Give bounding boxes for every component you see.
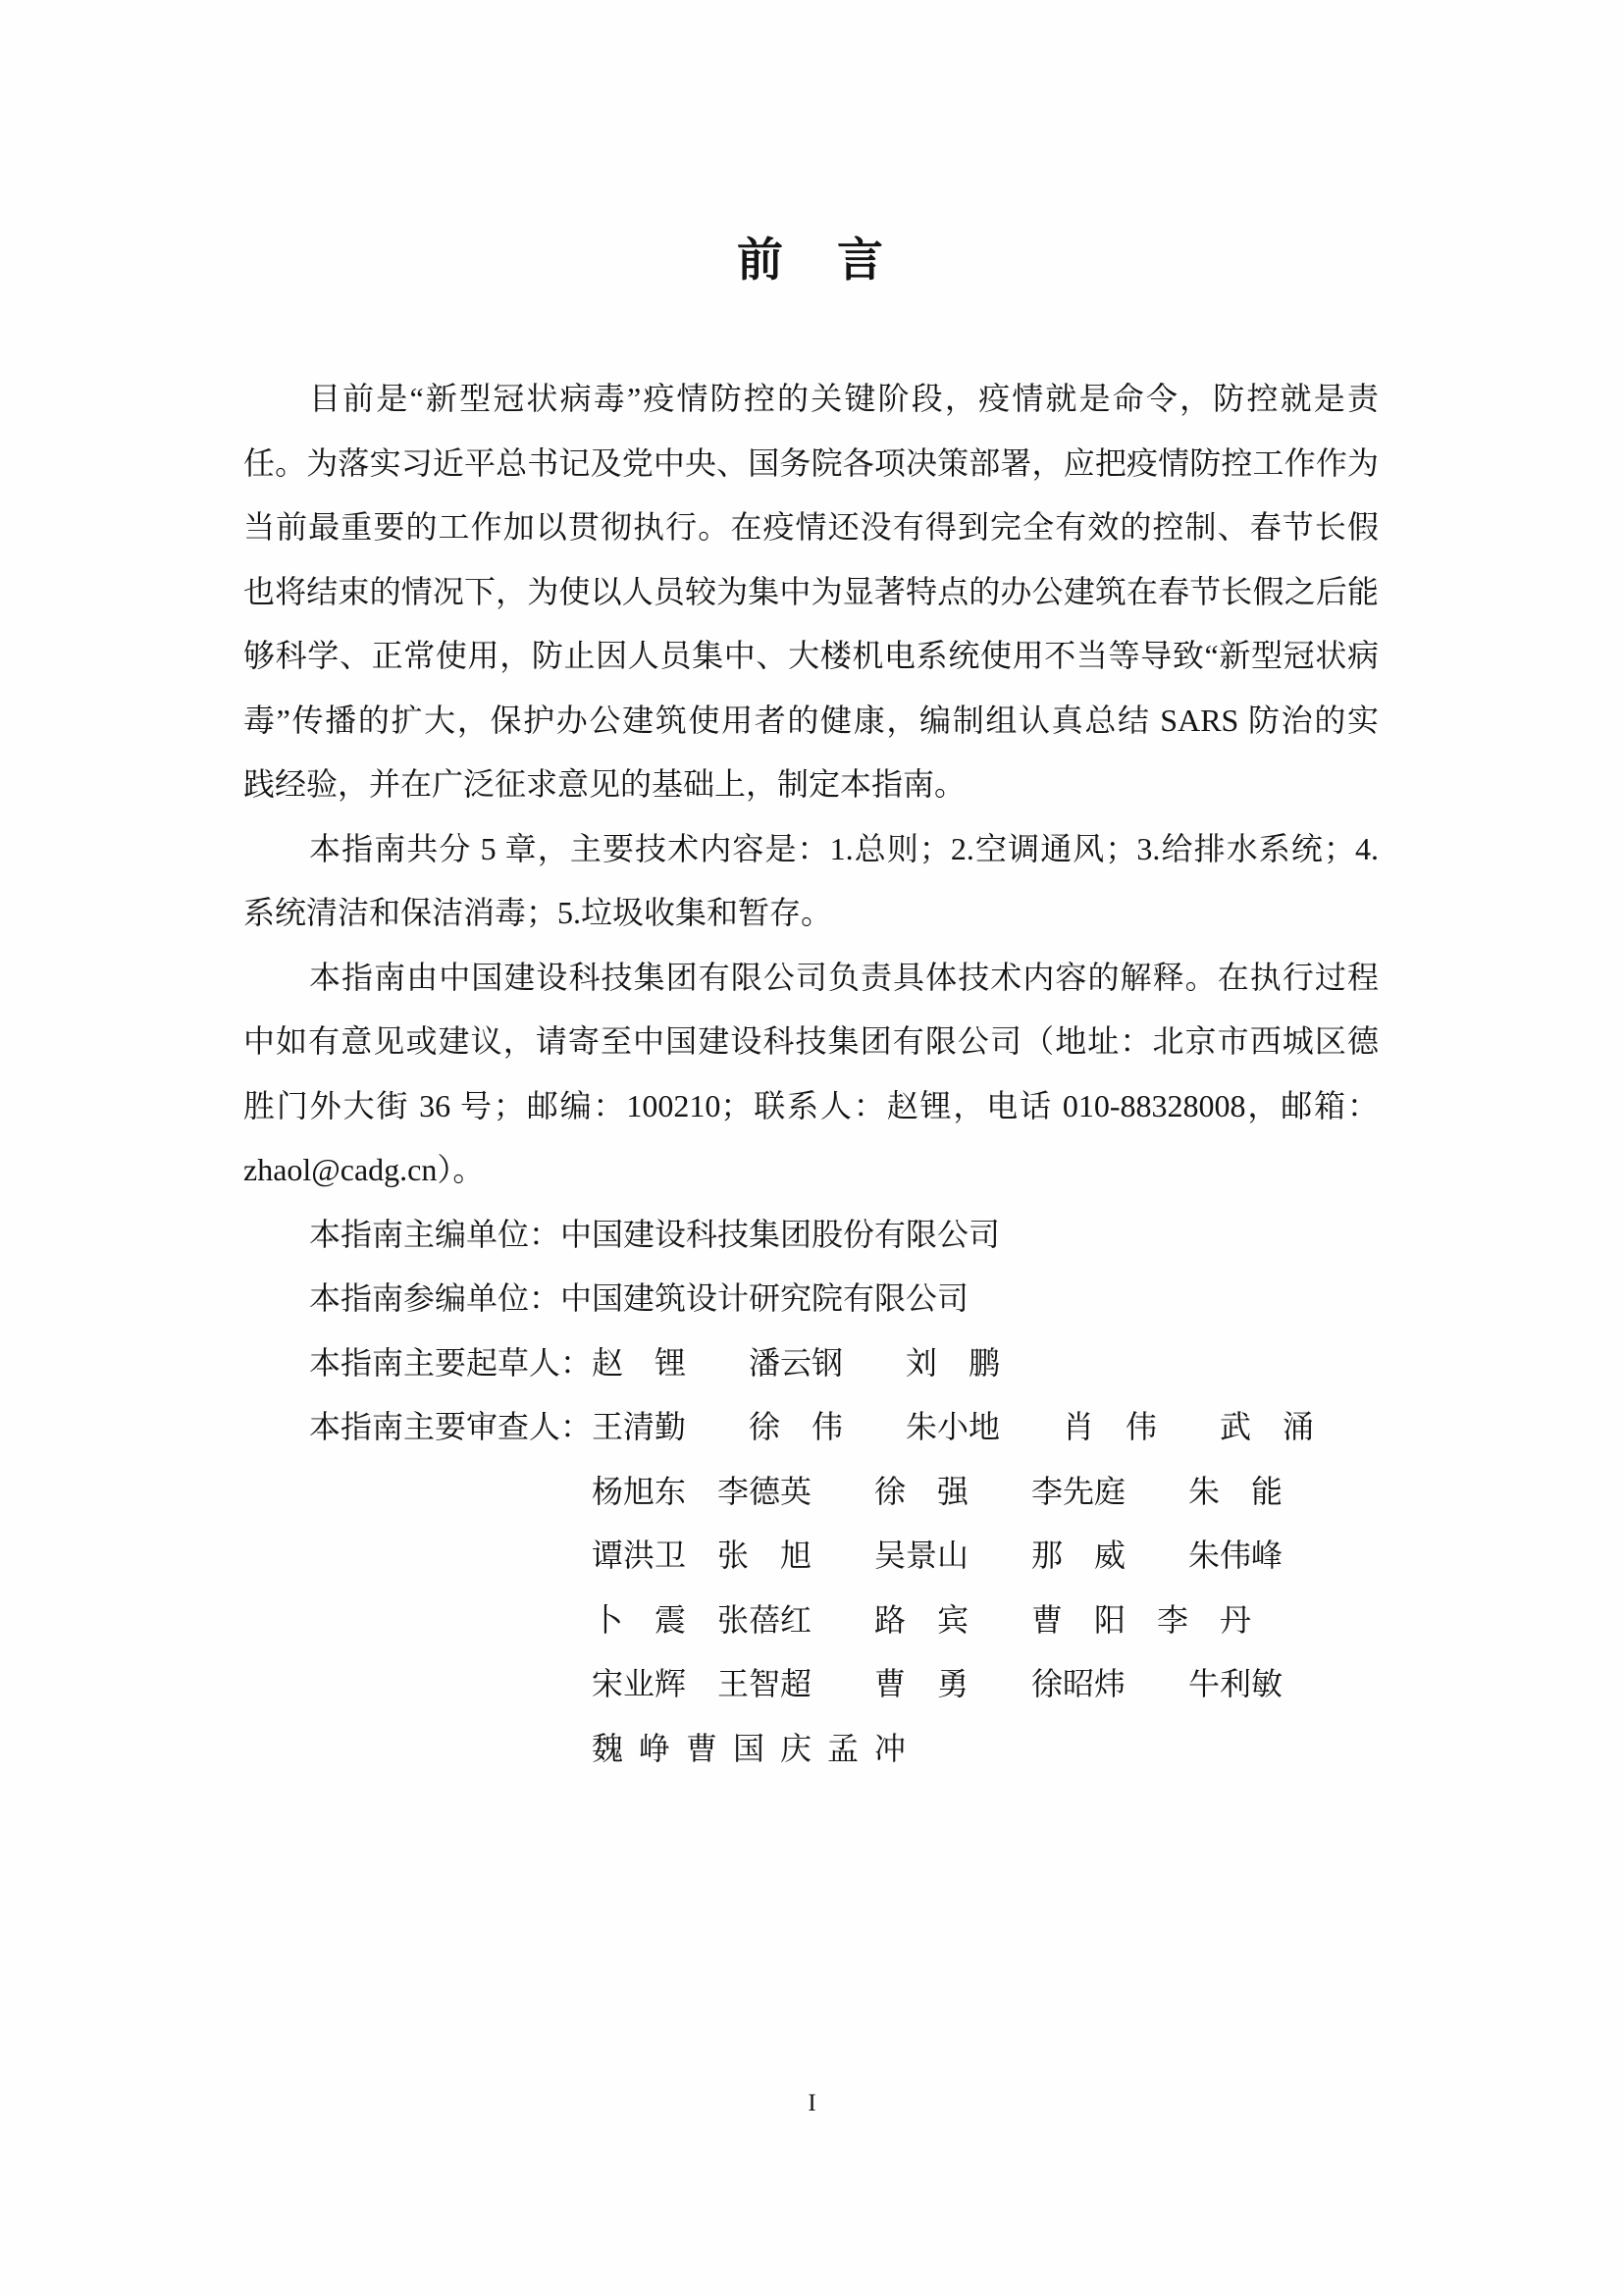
contact-email-line: zhaol@cadg.cn）。 [243,1152,485,1187]
chapters-line: 系统清洁和保洁消毒；5.垃圾收集和暂存。 [243,895,833,930]
intro-line: 目前是“新型冠状病毒”疫情防控的关键阶段，疫情就是命令，防控就是责 [309,381,1379,416]
reviewers-first-line [243,1395,1379,1460]
participating-unit-line: 本指南参编单位：中国建筑设计研究院有限公司 [309,1280,969,1316]
page-title: 前 言 [737,235,887,287]
chapters-line: 本指南共分 5 章，主要技术内容是：1.总则；2.空调通风；3.给排水系统；4. [309,830,1379,866]
intro-line: 任。为落实习近平总书记及党中央、国务院各项决策部署，应把疫情防控工作作为 [243,444,1379,481]
chief-editor-unit-line: 本指南主编单位：中国建设科技集团股份有限公司 [309,1216,1001,1252]
document-body [243,367,1379,1781]
reviewers-row: 卜 震 张蓓红 路 宾 曹 阳 李 丹 [592,1601,1252,1638]
reviewers-row: 杨旭东 李德英 徐 强 李先庭 朱 能 [592,1473,1283,1509]
intro-line: 践经验，并在广泛征求意见的基础上，制定本指南。 [243,766,967,802]
reviewers-row: 谭洪卫 张 旭 吴景山 那 威 朱伟峰 [592,1538,1283,1573]
page-number: I [808,2090,816,2116]
intro-line: 当前最重要的工作加以贯彻执行。在疫情还没有得到完全有效的控制、春节长假 [243,509,1379,545]
reviewers-row: 王清勤 徐 伟 朱小地 肖 伟 武 涌 [592,1409,1315,1444]
drafters-line: 本指南主要起草人：赵 锂 潘云钢 刘 鹏 [309,1344,1001,1381]
contact-line: 胜门外大街 36 号；邮编：100210；联系人：赵锂，电话 010-88328008，邮箱： [243,1087,1379,1123]
reviewers-label: 本指南主要审查人： [309,1409,593,1444]
intro-line: 毒”传播的扩大，保护办公建筑使用者的健康，编制组认真总结 SARS 防治的实 [243,702,1379,738]
contact-line: 本指南由中国建设科技集团有限公司负责具体技术内容的解释。在执行过程 [309,959,1379,995]
intro-line: 也将结束的情况下，为使以人员较为集中为显著特点的办公建筑在春节长假之后能 [243,573,1379,609]
contact-line: 中如有意见或建议，请寄至中国建设科技集团有限公司（地址：北京市西城区德 [243,1023,1379,1059]
reviewers-row: 魏 峥 曹 国 庆 孟 冲 [592,1730,907,1766]
intro-line: 够科学、正常使用，防止因人员集中、大楼机电系统使用不当等导致“新型冠状病 [243,638,1379,673]
reviewers-row: 宋业辉 王智超 曹 勇 徐昭炜 牛利敏 [592,1666,1283,1701]
